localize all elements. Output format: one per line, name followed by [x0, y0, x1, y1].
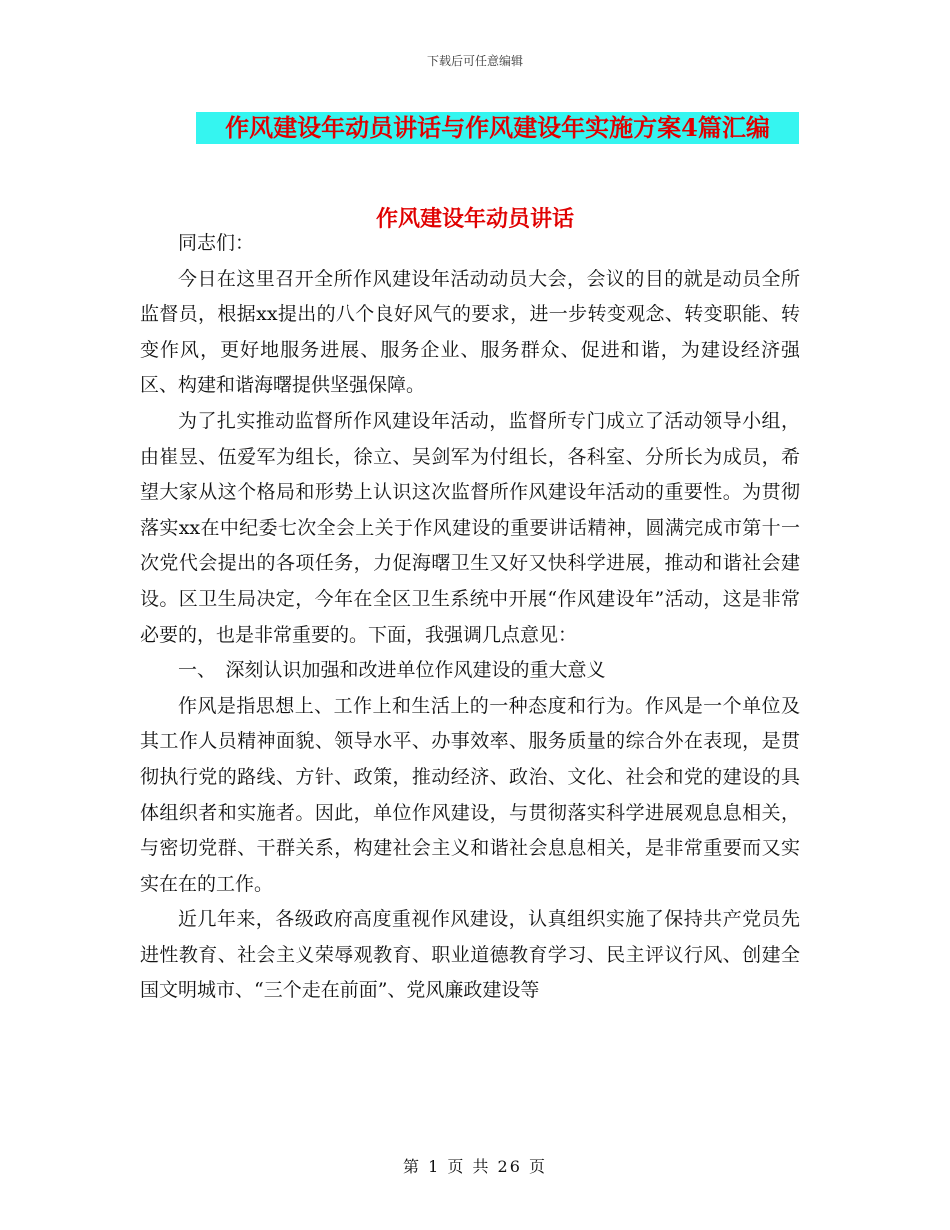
section-heading: 一、 深刻认识加强和改进单位作风建设的重大意义 — [178, 659, 606, 682]
document-body — [140, 226, 800, 1009]
greeting: 同志们： — [178, 232, 255, 254]
paragraph: 为了扎实推动监督所作风建设年活动，监督所专门成立了活动领导小组，由崔昱、伍爱军为组长，徐立、吴剑军为付组长，各科室、分所长为成员，希望大家从这个格局和形势上认识这次监督所作风建设年活动的重要性。为贯彻落实xx在中纪委七次全会上关于作风建设的重要讲话精神，圆满完成市第十一次党代会提出的各项任务，力促海曙卫生又好又快科学进展，推动和谐社会建设。区卫生局决定，今年在全区卫生系统中开展“作风建设年”活动，这是非常必要的，也是非常重要的。下面，我强调几点意见： — [140, 409, 800, 646]
page-number-footer: 第 1 页 共 26 页 — [403, 1157, 547, 1176]
document-main-title: 作风建设年动员讲话与作风建设年实施方案4篇汇编 — [196, 112, 799, 144]
header-note: 下载后可任意编辑 — [426, 54, 523, 68]
paragraph: 近几年来，各级政府高度重视作风建设，认真组织实施了保持共产党员先进性教育、社会主义荣辱观教育、职业道德教育学习、民主评议行风、创建全国文明城市、“三个走在前面”、党风廉政建设等 — [140, 908, 800, 1002]
paragraph: 作风是指思想上、工作上和生活上的一种态度和行为。作风是一个单位及其工作人员精神面貌、领导水平、办事效率、服务质量的综合外在表现，是贯彻执行党的路线、方针、政策，推动经济、政治、文化、社会和党的建设的具体组织者和实施者。因此，单位作风建设，与贯彻落实科学进展观息息相关，与密切党群、干群关系，构建社会主义和谐社会息息相关，是非常重要而又实实在在的工作。 — [140, 694, 800, 895]
section-title: 作风建设年动员讲话 — [375, 206, 574, 232]
paragraph: 今日在这里召开全所作风建设年活动动员大会，会议的目的就是动员全所监督员，根据xx提出的八个良好风气的要求，进一步转变观念、转变职能、转变作风，更好地服务进展、服务企业、服务群众、促进和谐，为建设经济强区、构建和谐海曙提供坚强保障。 — [140, 267, 800, 397]
